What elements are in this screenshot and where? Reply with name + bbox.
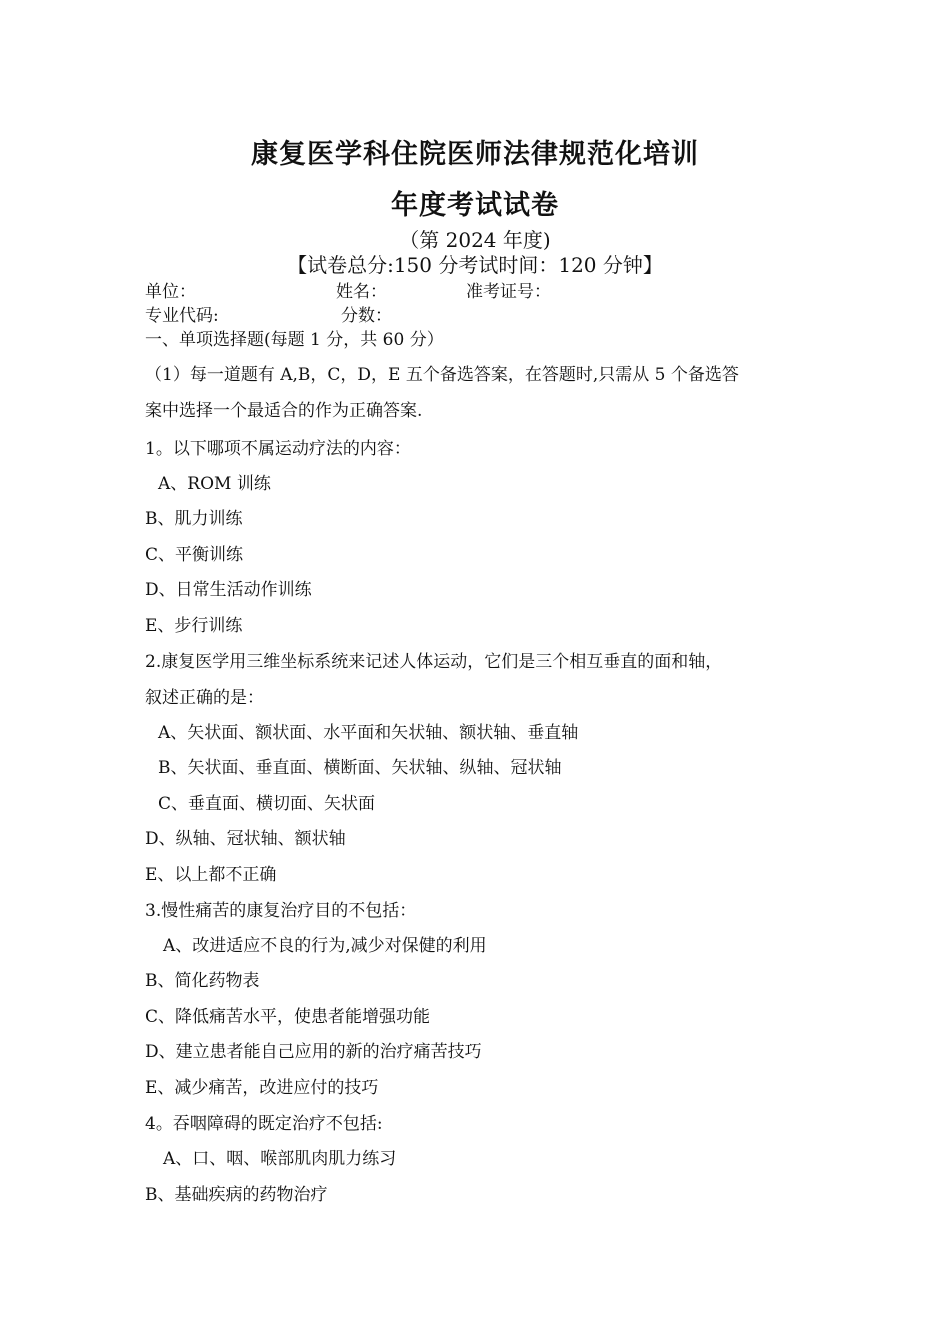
option-item: A、矢状面、额状面、水平面和矢状轴、额状轴、垂直轴 bbox=[158, 723, 579, 743]
unit-field-label: 单位： bbox=[145, 282, 196, 302]
year-line: （第 2024 年度) bbox=[399, 228, 551, 252]
option-item: E、步行训练 bbox=[145, 616, 243, 636]
option-item: B、简化药物表 bbox=[145, 971, 260, 991]
question-stem: 2.康复医学用三维坐标系统来记述人体运动，它们是三个相互垂直的面和轴， bbox=[145, 652, 723, 672]
option-item: A、口、咽、喉部肌肉肌力练习 bbox=[163, 1149, 397, 1169]
score-time-line: 【试卷总分:150 分考试时间：120 分钟】 bbox=[287, 253, 663, 277]
option-item: C、垂直面、横切面、矢状面 bbox=[158, 794, 376, 814]
question-stem: 1。以下哪项不属运动疗法的内容： bbox=[145, 439, 411, 459]
score-field-label: 分数： bbox=[341, 306, 392, 326]
option-item: B、基础疾病的药物治疗 bbox=[145, 1185, 328, 1205]
question-stem: 4。吞咽障碍的既定治疗不包括: bbox=[145, 1114, 383, 1134]
option-item: A、改进适应不良的行为,减少对保健的利用 bbox=[163, 936, 487, 956]
major-code-field-label: 专业代码: bbox=[145, 306, 219, 326]
instruction-line1: （1）每一道题有 A,B，C，D，E 五个备选答案，在答题时,只需从 5 个备选答 bbox=[145, 365, 739, 385]
option-item: D、建立患者能自己应用的新的治疗痛苦技巧 bbox=[145, 1042, 482, 1062]
ticket-field-label: 准考证号： bbox=[466, 282, 551, 302]
option-item: A、ROM 训练 bbox=[158, 474, 271, 494]
section-heading: 一、单项选择题(每题 1 分，共 60 分） bbox=[145, 330, 444, 350]
question-stem-cont: 叙述正确的是： bbox=[145, 688, 264, 708]
option-item: C、降低痛苦水平，使患者能增强功能 bbox=[145, 1007, 431, 1027]
instruction-line2: 案中选择一个最适合的作为正确答案. bbox=[145, 401, 423, 421]
option-item: C、平衡训练 bbox=[145, 545, 244, 565]
paper-title-line1: 康复医学科住院医师法律规范化培训 bbox=[251, 139, 699, 170]
option-item: E、以上都不正确 bbox=[145, 865, 277, 885]
name-field-label: 姓名： bbox=[336, 282, 387, 302]
paper-title-line2: 年度考试试卷 bbox=[391, 190, 559, 221]
option-item: B、肌力训练 bbox=[145, 509, 243, 529]
option-item: B、矢状面、垂直面、横断面、矢状轴、纵轴、冠状轴 bbox=[158, 758, 562, 778]
option-item: D、日常生活动作训练 bbox=[145, 580, 312, 600]
option-item: D、纵轴、冠状轴、额状轴 bbox=[145, 829, 346, 849]
option-item: E、减少痛苦，改进应付的技巧 bbox=[145, 1078, 379, 1098]
question-stem: 3.慢性痛苦的康复治疗目的不包括： bbox=[145, 901, 417, 921]
